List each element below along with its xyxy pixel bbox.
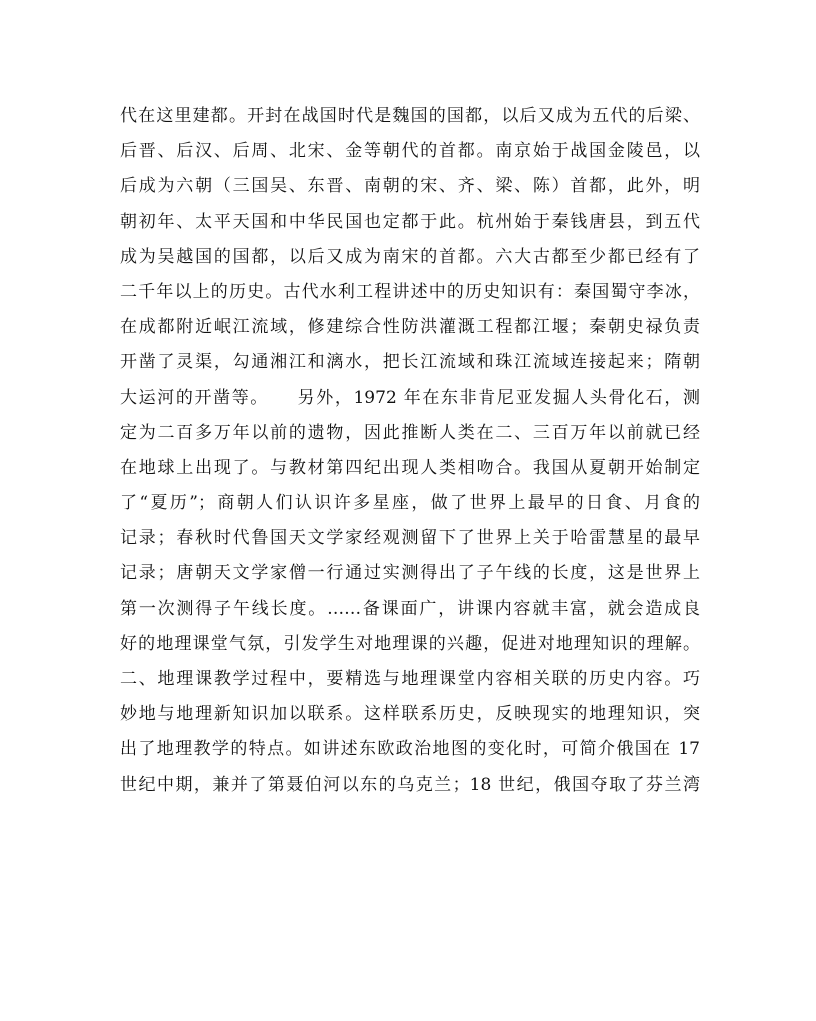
- text-line: 妙地与地理新知识加以联系。这样联系历史，反映现实的地理知识，突: [120, 704, 700, 725]
- text-line: 了“夏历”；商朝人们认识许多星座，做了世界上最早的日食、月食的: [120, 493, 700, 514]
- text-line: 定为二百多万年以前的遗物，因此推断人类在二、三百万年以前就已经: [120, 422, 700, 443]
- text-line: 在地球上出现了。与教材第四纪出现人类相吻合。我国从夏朝开始制定: [120, 457, 700, 478]
- text-line: 开凿了灵渠，勾通湘江和漓水，把长江流域和珠江流域连接起来；隋朝: [120, 352, 700, 373]
- text-line: 成为吴越国的国都，以后又成为南宋的首都。六大古都至少都已经有了: [120, 246, 700, 267]
- text-line: 二、地理课教学过程中，要精选与地理课堂内容相关联的历史内容。巧: [120, 669, 700, 689]
- text-line: 好的地理课堂气氛，引发学生对地理课的兴趣，促进对地理知识的理解。: [120, 633, 700, 654]
- text-line: 第一次测得子午线长度。……备课面广，讲课内容就丰富，就会造成良: [120, 598, 700, 619]
- text-line: 后成为六朝（三国吴、东晋、南朝的宋、齐、梁、陈）首都，此外，明: [120, 176, 700, 197]
- text-line: 出了地理教学的特点。如讲述东欧政治地图的变化时，可简介俄国在 17: [120, 739, 700, 760]
- text-line: 朝初年、太平天国和中华民国也定都于此。杭州始于秦钱唐县，到五代: [120, 211, 700, 232]
- text-line: 世纪中期，兼并了第聂伯河以东的乌克兰；18 世纪，俄国夺取了芬兰湾: [120, 774, 700, 795]
- text-line: 大运河的开凿等。 另外，1972 年在东非肯尼亚发掘人头骨化石，测: [120, 387, 700, 408]
- text-line: 代在这里建都。开封在战国时代是魏国的国都，以后又成为五代的后梁、: [120, 106, 700, 126]
- text-line: 后晋、后汉、后周、北宋、金等朝代的首都。南京始于战国金陵邑，以: [120, 141, 700, 162]
- text-line: 记录；春秋时代鲁国天文学家经观测留下了世界上关于哈雷慧星的最早: [120, 528, 700, 549]
- text-line: 记录；唐朝天文学家僧一行通过实测得出了子午线的长度，这是世界上: [120, 563, 700, 584]
- text-line: 二千年以上的历史。古代水利工程讲述中的历史知识有：秦国蜀守李冰，: [120, 281, 700, 302]
- body-text: [120, 99, 700, 803]
- text-line: 在成都附近岷江流域，修建综合性防洪灌溉工程都江堰；秦朝史禄负责: [120, 317, 700, 338]
